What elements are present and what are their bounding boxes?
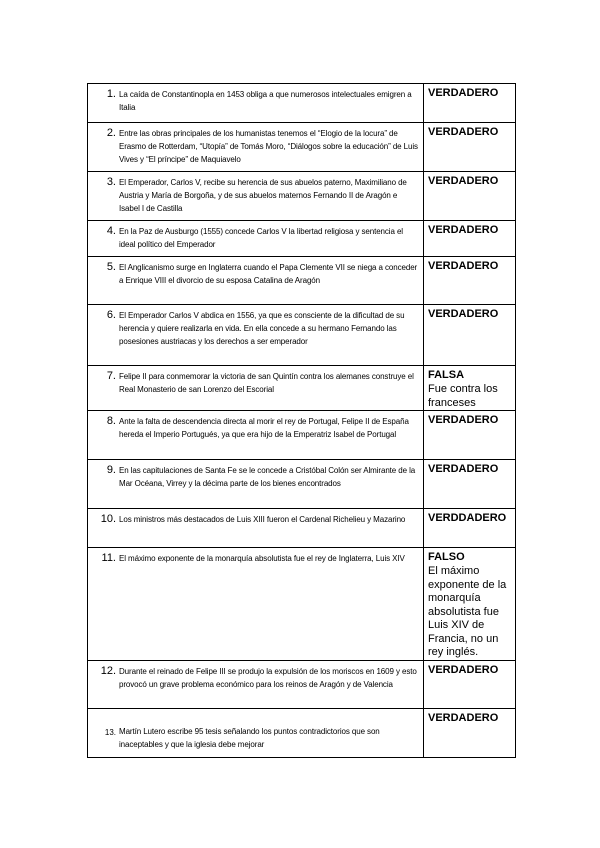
question-text: Ante la falta de descendencia directa al morir el rey de Portugal, Felipe II de España hereda el Imperio Portugués, ya que era hijo de la Emperatriz Isabel de Portugal [119, 417, 409, 439]
answer-verdict: FALSO [428, 551, 465, 563]
answer-verdict: VERDADERO [428, 260, 499, 272]
question-text: El máximo exponente de la monarquía absolutista fue el rey de Inglaterra, Luis XIV [119, 554, 405, 563]
question-number: 9. [106, 464, 116, 476]
question-cell [88, 366, 424, 411]
table-row [88, 221, 516, 257]
answer-cell [424, 708, 516, 757]
question-text: El Emperador, Carlos V, recibe su herencia de sus abuelos paterno, Maximiliano de Austria y María de Borgoña, y de sus abuelos maternos Fernando II de Aragón e Isabel I de Castilla [119, 178, 407, 213]
answer-cell [424, 411, 516, 460]
answer-cell [424, 548, 516, 661]
answer-verdict: VERDDADERO [428, 512, 507, 524]
answer-cell [424, 172, 516, 221]
answer-cell [424, 221, 516, 257]
question-text: Los ministros más destacados de Luis XIII fueron el Cardenal Richelieu y Mazarino [119, 515, 406, 524]
question-number: 10. [100, 513, 116, 525]
answer-verdict: VERDADERO [428, 224, 499, 236]
question-cell [88, 548, 424, 661]
table-row [88, 257, 516, 305]
table-row [88, 305, 516, 366]
question-cell [88, 460, 424, 509]
answer-cell [424, 460, 516, 509]
question-cell [88, 257, 424, 305]
answer-verdict: VERDADERO [428, 711, 499, 724]
question-text: La caída de Constantinopla en 1453 obliga a que numerosos intelectuales emigren a Italia [119, 90, 412, 112]
answer-verdict: FALSA [428, 369, 465, 381]
table-row [88, 366, 516, 411]
answer-verdict: VERDADERO [428, 126, 499, 138]
table-row [88, 84, 516, 123]
answer-verdict: VERDADERO [428, 87, 499, 99]
question-cell [88, 660, 424, 708]
question-number: 2. [106, 127, 116, 139]
answer-cell [424, 123, 516, 172]
table-row [88, 172, 516, 221]
table-row [88, 660, 516, 708]
question-number: 6. [106, 309, 116, 321]
question-number: 5. [106, 261, 116, 273]
question-number: 4. [106, 225, 116, 237]
question-number: 1. [106, 88, 116, 100]
question-cell [88, 708, 424, 757]
question-cell [88, 221, 424, 257]
answer-verdict: VERDADERO [428, 175, 499, 187]
question-text: Durante el reinado de Felipe III se produjo la expulsión de los moriscos en 1609 y esto provocó un grave problema económico para los reinos de Aragón y de Valencia [119, 666, 417, 689]
question-cell [88, 123, 424, 172]
question-cell [88, 172, 424, 221]
true-false-table [87, 83, 516, 758]
answer-cell [424, 305, 516, 366]
question-cell [88, 84, 424, 123]
question-number: 7. [106, 370, 116, 382]
question-text: Entre las obras principales de los humanistas tenemos el “Elogio de la locura” de Erasmo de Rotterdam, “Utopía” de Tomás Moro, “Diálogos sobre la educación” de Luis Vives y “El príncipe” de Maquiavelo [119, 129, 418, 164]
answer-explanation: El máximo exponente de la monarquía absolutista fue Luis XIV de Francia, no un rey inglés. [428, 565, 507, 658]
table-row [88, 708, 516, 757]
table-row [88, 548, 516, 661]
answer-verdict: VERDADERO [428, 663, 499, 676]
answer-verdict: VERDADERO [428, 308, 499, 320]
answer-cell [424, 84, 516, 123]
question-text: En la Paz de Ausburgo (1555) concede Carlos V la libertad religiosa y sentencia el ideal político del Emperador [119, 227, 403, 249]
answer-cell [424, 509, 516, 548]
answer-verdict: VERDADERO [428, 414, 499, 426]
answer-cell [424, 257, 516, 305]
table-row [88, 460, 516, 509]
question-cell [88, 509, 424, 548]
question-text: Felipe II para conmemorar la victoria de san Quintín contra los alemanes construye el Real Monasterio de san Lorenzo del Escorial [119, 372, 414, 394]
table-row [88, 509, 516, 548]
question-cell [88, 305, 424, 366]
answer-verdict: VERDADERO [428, 463, 499, 475]
table-row [88, 123, 516, 172]
answer-cell [424, 660, 516, 708]
question-text: En las capitulaciones de Santa Fe se le concede a Cristóbal Colón ser Almirante de la Mar Océana, Virrey y la décima parte de los bienes encontrados [119, 466, 416, 488]
question-text: El Anglicanismo surge en Inglaterra cuando el Papa Clemente VII se niega a conceder a Enrique VIII el divorcio de su esposa Catalina de Aragón [119, 263, 418, 285]
question-text: El Emperador Carlos V abdica en 1556, ya que es consciente de la dificultad de su herencia y quiere realizarla en vida. En ella concede a su hermano Fernando las posesiones austriacas y los derechos a ser emperador [119, 311, 405, 346]
question-number: 12. [100, 664, 116, 677]
question-number: 8. [106, 415, 116, 427]
question-number: 13. [104, 727, 116, 737]
answer-cell [424, 366, 516, 411]
question-text: Martín Lutero escribe 95 tesis señalando los puntos contradictorios que son inaceptables y que la iglesia debe mejorar [119, 726, 380, 749]
answer-explanation: Fue contra los franceses [428, 383, 498, 409]
question-number: 11. [101, 552, 116, 564]
question-number: 3. [106, 176, 116, 188]
table-row [88, 411, 516, 460]
question-cell [88, 411, 424, 460]
